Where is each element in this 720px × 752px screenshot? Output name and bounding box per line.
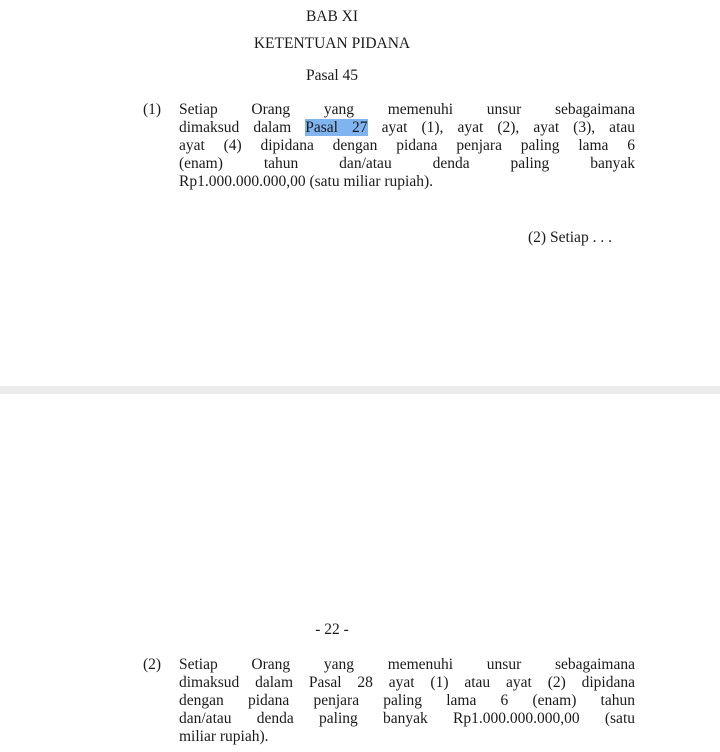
article-heading: Pasal 45 xyxy=(305,67,359,84)
paragraph-line: dengan pidana penjara paling lama 6 (enam) tahun xyxy=(179,692,635,709)
text-segment: dimaksud dalam xyxy=(179,119,306,136)
document-page-bottom xyxy=(0,394,720,752)
page-number: - 22 - xyxy=(315,621,349,638)
paragraph-line: Rp1.000.000.000,00 (satu miliar rupiah). xyxy=(179,173,433,190)
chapter-title: KETENTUAN PIDANA xyxy=(253,35,411,52)
continuation-marker: (2) Setiap . . . xyxy=(528,229,612,246)
chapter-heading: BAB XI xyxy=(305,8,359,25)
paragraph-line: miliar rupiah). xyxy=(179,728,269,745)
text-selection-highlight[interactable]: Pasal 27 xyxy=(305,119,368,136)
item-number: (1) xyxy=(143,101,162,118)
paragraph-line: (enam) tahun dan/atau denda paling banyak xyxy=(179,155,635,172)
article-paragraph-1 xyxy=(179,101,635,191)
paragraph-line: ayat (4) dipidana dengan pidana penjara paling lama 6 xyxy=(179,137,635,154)
article-paragraph-2 xyxy=(179,656,635,746)
paragraph-line: Setiap Orang yang memenuhi unsur sebagaimana xyxy=(179,656,635,673)
paragraph-line: dimaksud dalam Pasal 28 ayat (1) atau ayat (2) dipidana xyxy=(179,674,635,691)
paragraph-line: dan/atau denda paling banyak Rp1.000.000.000,00 (satu xyxy=(179,710,635,727)
page-separator xyxy=(0,386,720,394)
item-number: (2) xyxy=(143,656,162,673)
paragraph-line: Setiap Orang yang memenuhi unsur sebagaimana xyxy=(179,101,635,118)
paragraph-line xyxy=(179,119,635,137)
text-segment: ayat (1), ayat (2), ayat (3), atau xyxy=(367,119,635,136)
